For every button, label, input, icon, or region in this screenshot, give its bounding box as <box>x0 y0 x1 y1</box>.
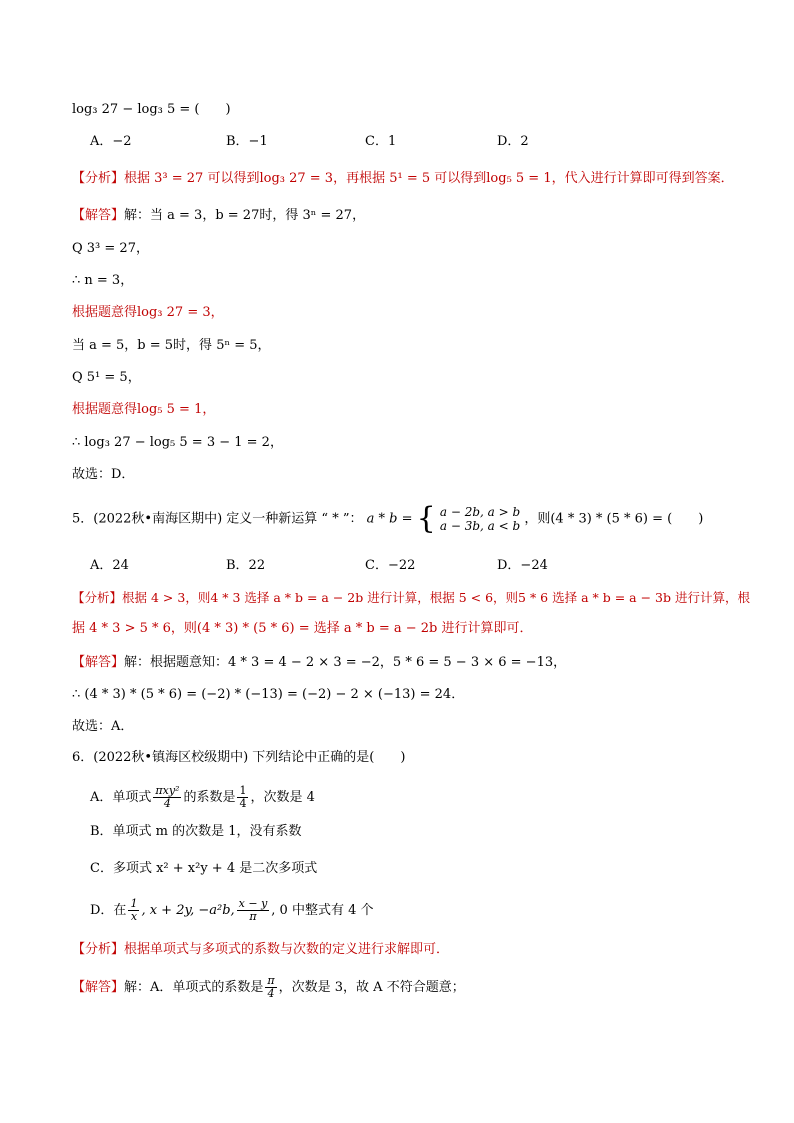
q5-stem-b: ，则(4 * 3) * (5 * 6) = ( ) <box>524 511 704 527</box>
q5-stem-op: a * b = <box>366 511 413 527</box>
answer-label: 【解答】 <box>72 655 125 670</box>
q6-optA-pre: A．单项式 <box>90 790 152 805</box>
brace-icon: { <box>416 501 436 536</box>
answer-pre: 解：A．单项式的系数是 <box>124 980 264 995</box>
q4-answer-line-5: Q 5¹ = 5， <box>72 370 141 385</box>
q4-answer-line-1: Q 3³ = 27， <box>72 241 149 256</box>
q6-option-c: C．多项式 x² + x²y + 4 是二次多项式 <box>90 861 318 876</box>
q4-answer-line-3: 根据题意得log₃ 27 = 3， <box>72 305 224 320</box>
q5-option-a: A．24 <box>90 558 129 573</box>
q6-optD-frac-1 <box>128 898 139 923</box>
q6-option-b: B．单项式 m 的次数是 1，没有系数 <box>90 824 302 839</box>
q5-case-2: a − 3b, a < b <box>439 519 521 533</box>
answer-label: 【解答】 <box>72 980 125 995</box>
q4-answer-line-4: 当 a = 5，b = 5时，得 5ⁿ = 5， <box>72 338 271 353</box>
q5-analysis-line-2: 据 4 * 3 > 5 * 6，则(4 * 3) * (5 * 6) = 选择 a * b = a − 2b 进行计算即可． <box>72 621 533 636</box>
frac-denominator: 4 <box>163 797 171 810</box>
q6-optA-frac <box>153 785 181 810</box>
q5-option-b: B．22 <box>226 558 266 573</box>
answer-label: 【解答】 <box>72 208 125 223</box>
q6-optD-post: , 0 中整式有 4 个 <box>271 903 374 918</box>
frac-numerator: π <box>267 974 275 987</box>
q4-answer-line-0 <box>72 207 365 225</box>
answer-post: ，次数是 3，故 A 不符合题意； <box>278 980 465 995</box>
q5-stem <box>72 501 704 536</box>
q5-stem-a: 5．(2022秋•南海区期中) 定义一种新运算 “ * ”： <box>72 511 363 527</box>
analysis-label: 【分析】 <box>72 942 125 957</box>
q6-stem: 6．(2022秋•镇海区校级期中) 下列结论中正确的是( ) <box>72 750 406 765</box>
q6-option-a <box>90 782 315 814</box>
q5-cases <box>440 505 520 533</box>
frac-numerator: x − y <box>238 897 268 910</box>
q5-case-1: a − 2b, a > b <box>439 505 521 519</box>
frac-denominator: π <box>249 910 257 923</box>
q4-option-b: B．−1 <box>226 134 268 149</box>
q6-optA-post: ，次数是 4 <box>250 790 315 805</box>
q6-answer <box>72 972 465 1004</box>
q5-analysis-line-1 <box>72 589 750 607</box>
q6-option-d <box>90 895 374 927</box>
frac-denominator: 4 <box>239 797 247 810</box>
q5-option-d: D．−24 <box>497 558 548 573</box>
q4-answer-line-8: 故选：D． <box>72 467 135 482</box>
answer-text: 解：根据题意知：4 * 3 = 4 − 2 × 3 = −2，5 * 6 = 5 − 3 × 6 = −13， <box>124 655 567 670</box>
q4-stem: log₃ 27 − log₃ 5 = ( ) <box>72 102 231 117</box>
q5-option-c: C．−22 <box>365 558 416 573</box>
q4-answer-line-7: ∴ log₃ 27 − log₅ 5 = 3 − 1 = 2， <box>72 435 283 450</box>
frac-denominator: 4 <box>267 987 275 1000</box>
analysis-label: 【分析】 <box>72 171 125 186</box>
q4-analysis <box>72 170 734 188</box>
q6-analysis <box>72 941 449 959</box>
q6-answer-frac <box>265 975 276 1000</box>
analysis-text: 根据 3³ = 27 可以得到log₃ 27 = 3，再根据 5¹ = 5 可以得到log₅ 5 = 1，代入进行计算即可得到答案． <box>124 171 734 186</box>
frac-numerator: 1 <box>130 897 138 910</box>
q5-answer-line-1 <box>72 654 566 672</box>
frac-numerator: 1 <box>239 784 247 797</box>
q4-option-c: C．1 <box>365 134 397 149</box>
analysis-label: 【分析】 <box>72 590 123 605</box>
q4-option-a: A．−2 <box>90 134 132 149</box>
q5-piecewise <box>416 501 521 536</box>
q4-option-d: D．2 <box>497 134 529 149</box>
q4-answer-line-2: ∴ n = 3， <box>72 273 134 288</box>
q4-answer-line-6: 根据题意得log₅ 5 = 1， <box>72 402 216 417</box>
q6-optD-frac-2 <box>237 898 270 923</box>
analysis-text: 根据单项式与多项式的系数与次数的定义进行求解即可． <box>124 942 450 957</box>
q5-answer-line-2: ∴ (4 * 3) * (5 * 6) = (−2) * (−13) = (−2) − 2 × (−13) = 24． <box>72 687 465 702</box>
analysis-text: 根据 4 > 3，则4 * 3 选择 a * b = a − 2b 进行计算，根据 5 < 6，则5 * 6 选择 a * b = a − 3b 进行计算，根 <box>122 590 750 605</box>
frac-numerator: πxy² <box>155 784 180 797</box>
q6-optA-coef <box>237 785 248 810</box>
answer-text: 解：当 a = 3，b = 27时，得 3ⁿ = 27， <box>124 208 366 223</box>
frac-denominator: x <box>130 910 138 923</box>
q6-optD-mid: , x + 2y, −a²b, <box>141 903 235 918</box>
q6-optD-pre: D．在 <box>90 903 127 918</box>
q6-optA-mid: 的系数是 <box>183 790 236 805</box>
q5-answer-line-3: 故选：A． <box>72 719 134 734</box>
